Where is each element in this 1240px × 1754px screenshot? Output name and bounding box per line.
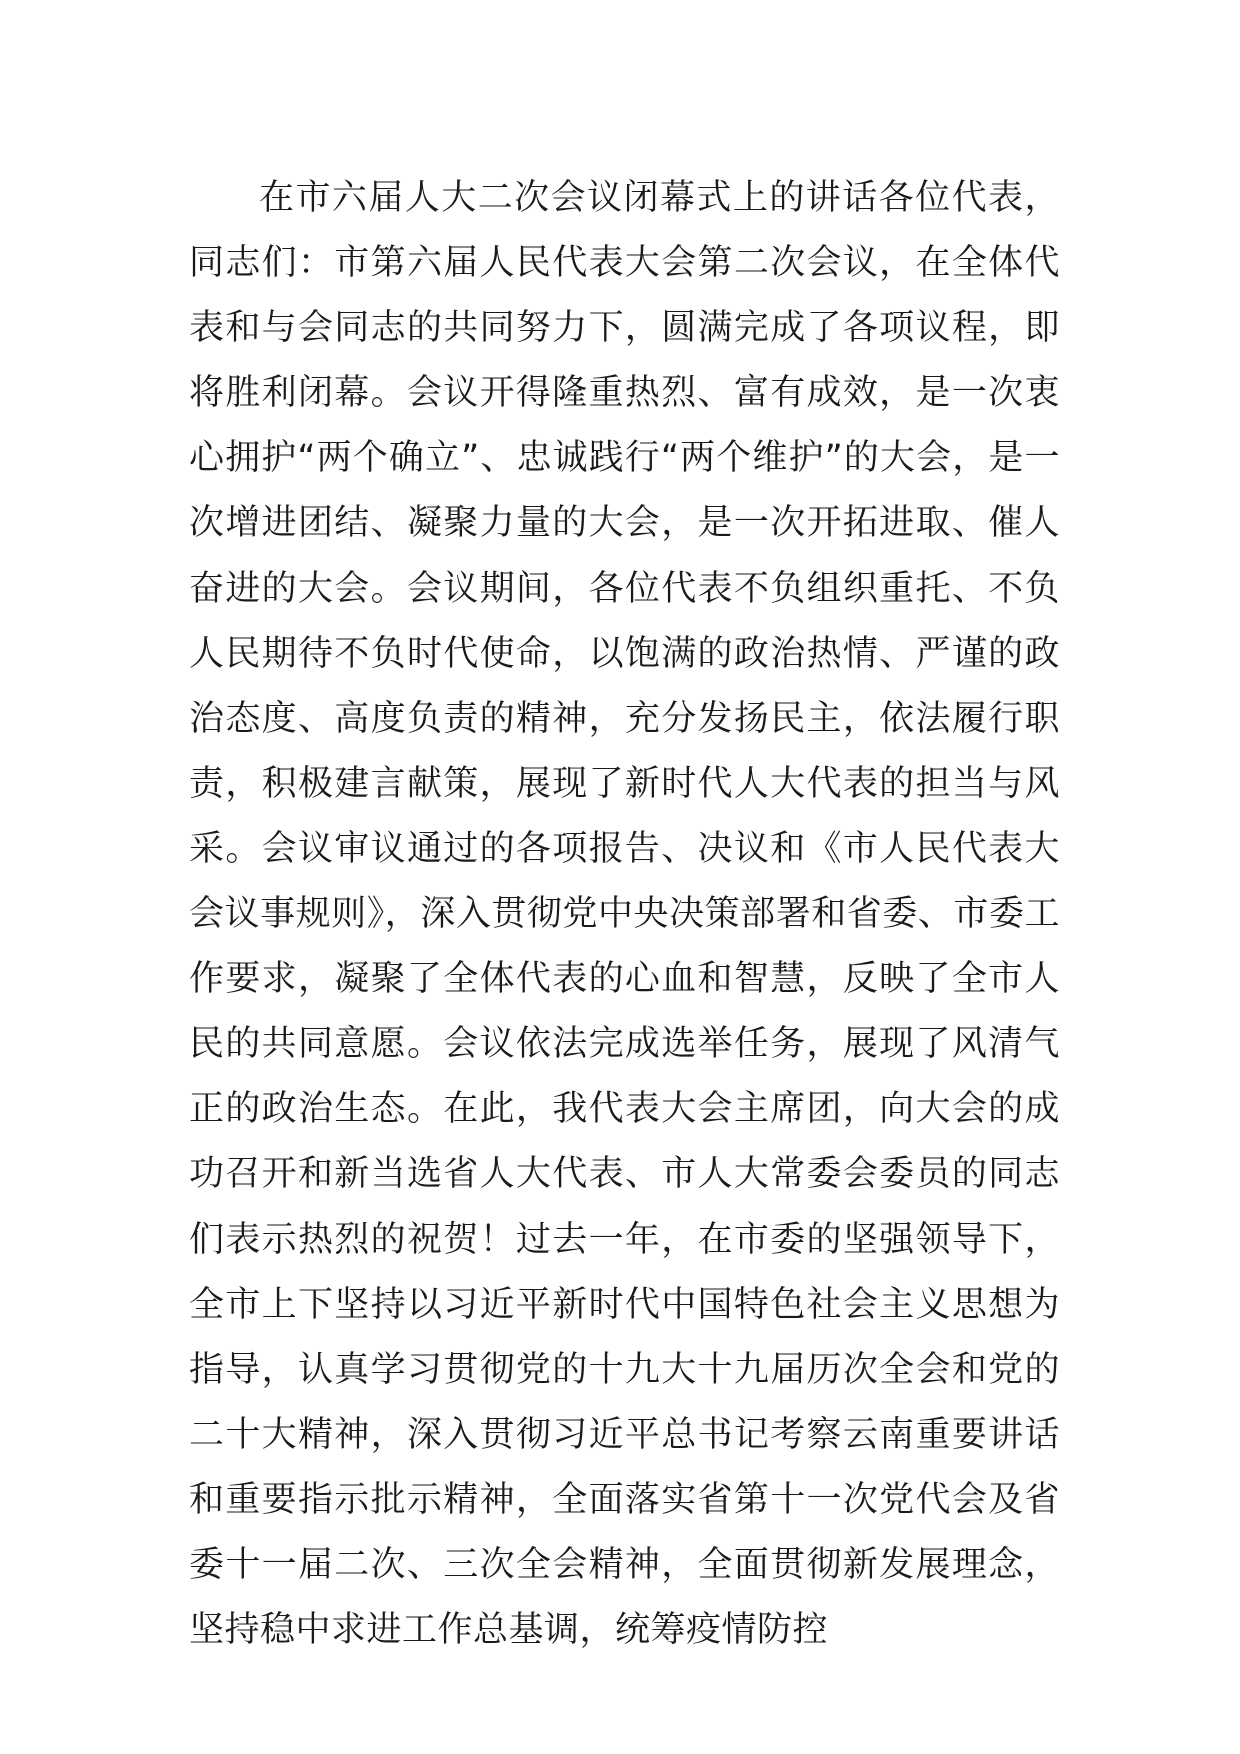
speech-paragraph: 在市六届人大二次会议闭幕式上的讲话各位代表，同志们：市第六届人民代表大会第二次会议，在全体代表和与会同志的共同努力下，圆满完成了各项议程，即将胜利闭幕。会议开得隆重热烈、富有成效，是一次衷心拥护“两个确立”、忠诚践行“两个维护”的大会，是一次增进团结、凝聚力量的大会，是一次开拓进取、催人奋进的大会。会议期间，各位代表不负组织重托、不负人民期待不负时代使命，以饱满的政治热情、严谨的政治态度、高度负责的精神，充分发扬民主，依法履行职责，积极建言献策，展现了新时代人大代表的担当与风采。会议审议通过的各项报告、决议和《市人民代表大会议事规则》，深入贯彻党中央决策部署和省委、市委工作要求，凝聚了全体代表的心血和智慧，反映了全市人民的共同意愿。会议依法完成选举任务，展现了风清气正的政治生态。在此，我代表大会主席团，向大会的成功召开和新当选省人大代表、市人大常委会委员的同志们表示热烈的祝贺！过去一年，在市委的坚强领导下，全市上下坚持以习近平新时代中国特色社会主义思想为指导，认真学习贯彻党的十九大十九届历次全会和党的二十大精神，深入贯彻习近平总书记考察云南重要讲话和重要指示批示精神，全面落实省第十一次党代会及省委十一届二次、三次全会精神，全面贯彻新发展理念，坚持稳中求进工作总基调，统筹疫情防控 bbox=[189, 178, 1060, 1651]
